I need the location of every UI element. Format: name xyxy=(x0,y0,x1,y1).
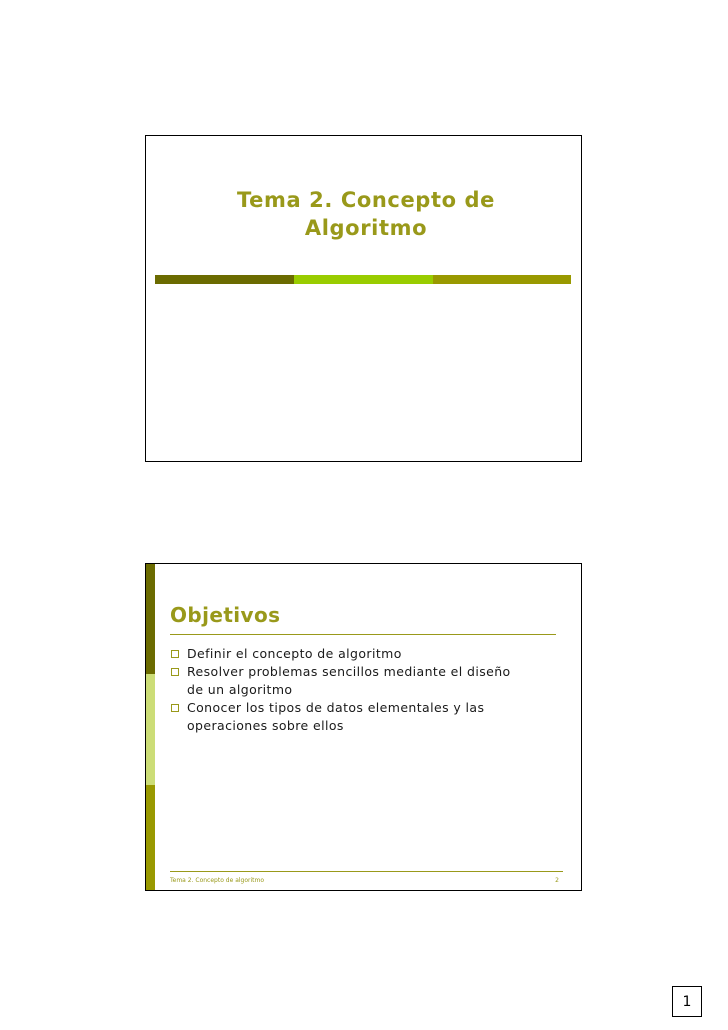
slide-number: 2 xyxy=(555,877,559,884)
list-item-text-line-2: operaciones sobre ellos xyxy=(187,718,344,733)
page-number: 1 xyxy=(682,993,692,1010)
square-bullet-icon xyxy=(171,668,179,676)
list-item-text-line-1: Definir el concepto de algoritmo xyxy=(187,646,402,661)
slide-1-title-line-2: Algoritmo xyxy=(304,216,428,240)
decorative-side-strip xyxy=(146,564,155,890)
slide-1-title xyxy=(176,186,556,242)
decorative-color-bar xyxy=(155,275,571,284)
square-bullet-icon xyxy=(171,650,179,658)
color-bar-segment-olive xyxy=(433,275,571,284)
color-bar-segment-dark xyxy=(155,275,294,284)
side-strip-segment-olive xyxy=(146,785,155,890)
list-item-text-line-1: Conocer los tipos de datos elementales y las xyxy=(187,700,485,715)
footer-divider xyxy=(170,871,563,872)
list-item-text-line-2: de un algoritmo xyxy=(187,682,293,697)
slide-2 xyxy=(145,563,582,891)
list-item xyxy=(170,699,560,735)
heading-underline xyxy=(170,634,556,635)
slide-1-title-line-1: Tema 2. Concepto de xyxy=(236,188,495,212)
side-strip-segment-light xyxy=(146,674,155,785)
objectives-list xyxy=(170,645,560,735)
list-item xyxy=(170,663,560,699)
slide-1 xyxy=(145,135,582,462)
list-item-text-line-1: Resolver problemas sencillos mediante el diseño xyxy=(187,664,511,679)
slide-2-heading: Objetivos xyxy=(170,603,281,627)
side-strip-segment-dark xyxy=(146,564,155,674)
slide-footer-title: Tema 2. Concepto de algoritmo xyxy=(170,877,265,884)
square-bullet-icon xyxy=(171,704,179,712)
page-number-box xyxy=(672,986,702,1017)
color-bar-segment-lime xyxy=(294,275,433,284)
list-item xyxy=(170,645,560,663)
